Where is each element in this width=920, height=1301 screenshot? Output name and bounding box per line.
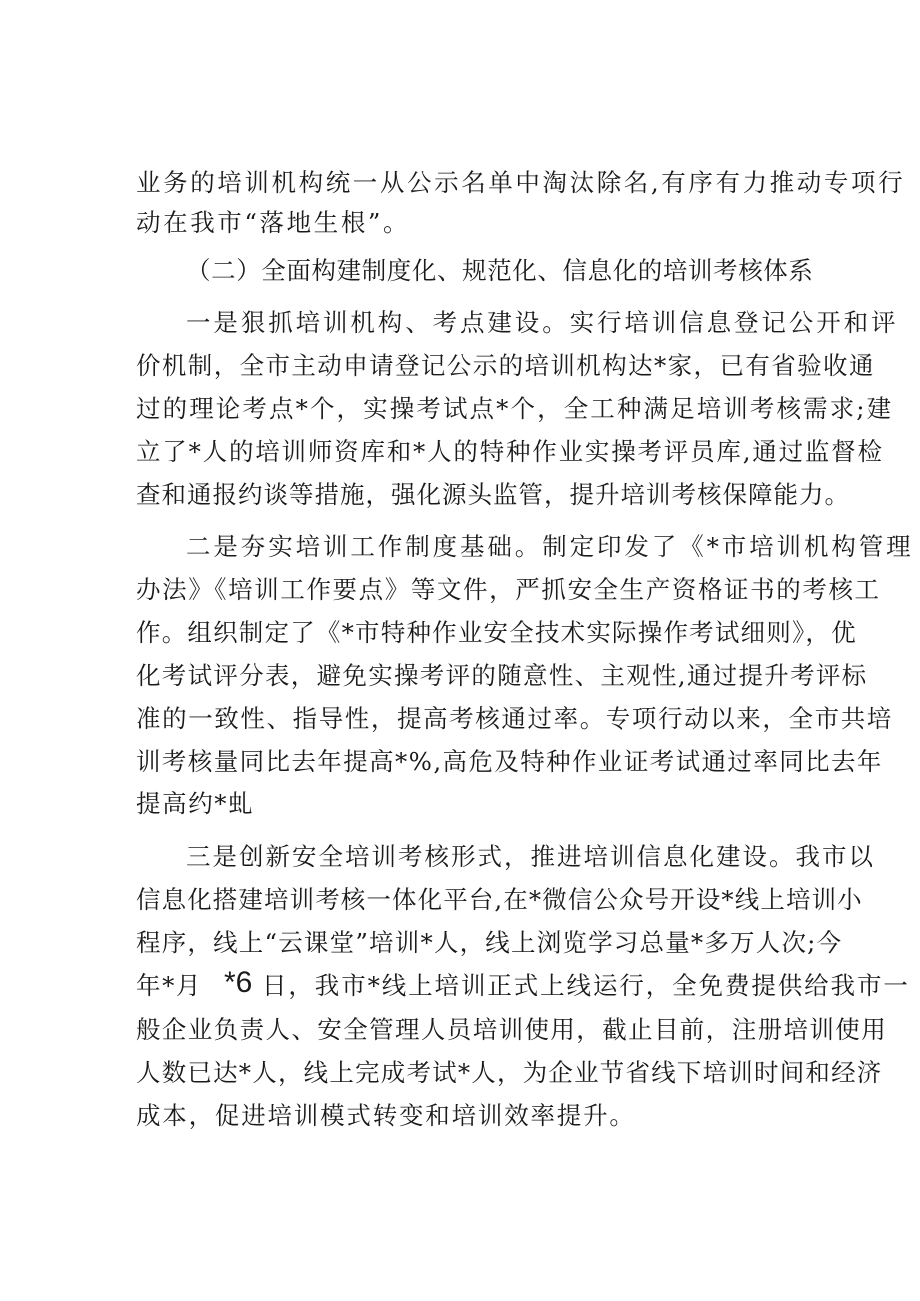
text-line — [0, 1096, 920, 1136]
text-line — [0, 923, 920, 963]
text-segment: 训考核量同比去年提高*%,高危及特种作业证考试通过率同比去年 — [136, 747, 883, 776]
text-segment: 过的理论考点*个，实操考试点*个，全工种满足培训考核需求;建 — [136, 394, 894, 423]
text-line — [0, 475, 920, 515]
text-line — [0, 1010, 920, 1050]
text-line — [0, 203, 920, 243]
text-segment: 作。组织制定了《*市特种作业安全技术实际操作考试细则》，优 — [136, 618, 857, 647]
heading-text: （二）全面构建制度化、规范化、信息化的培训考核体系 — [186, 256, 814, 285]
text-segment: 立了*人的培训师资库和*人的特种作业实操考评员库,通过监督检 — [136, 437, 884, 466]
text-segment: 动在我市“落地生根”。 — [136, 208, 411, 237]
text-line — [0, 389, 920, 429]
text-line — [0, 699, 920, 739]
text-line — [0, 837, 920, 877]
text-segment: 日，我市*线上培训正式上线运行，全免费提供给我市一 — [262, 971, 910, 1000]
text-segment: 成本，促进培训模式转变和培训效率提升。 — [136, 1101, 636, 1130]
text-line — [0, 880, 920, 920]
text-segment: 办法》《培训工作要点》等文件，严抓安全生产资格证书的考核工 — [136, 575, 881, 604]
text-segment: 价机制，全市主动申请登记公示的培训机构达*家，已有省验收通 — [136, 351, 875, 380]
text-segment: 准的一致性、指导性，提高考核通过率。专项行动以来，全市共培 — [136, 704, 893, 733]
text-line — [0, 966, 920, 1006]
text-line — [0, 346, 920, 386]
text-segment-large: *6 — [224, 966, 253, 999]
text-segment: 一是狠抓培训机构、考点建设。实行培训信息登记公开和评 — [186, 308, 899, 337]
text-segment: 般企业负责人、安全管理人员培训使用，截止目前，注册培训使用 — [136, 1015, 888, 1044]
text-line — [0, 527, 920, 567]
text-line — [0, 432, 920, 472]
text-line — [0, 303, 920, 343]
text-segment: 程序，线上“云课堂”培训*人，线上浏览学习总量*多万人次;今 — [136, 928, 843, 957]
text-line — [0, 1053, 920, 1093]
text-segment: 人数已达*人，线上完成考试*人，为企业节省线下培训时间和经济 — [136, 1058, 883, 1087]
text-line — [0, 656, 920, 696]
text-line — [0, 613, 920, 653]
text-line — [0, 742, 920, 782]
text-segment: 二是夯实培训工作制度基础。制定印发了《*市培训机构管理 — [186, 532, 914, 561]
text-segment: 信息化搭建培训考核一体化平台,在*微信公众号开设*线上培训小 — [136, 885, 863, 914]
text-segment: 查和通报约谈等措施，强化源头监管，提升培训考核保障能力。 — [136, 480, 850, 509]
text-line — [0, 570, 920, 610]
section-heading — [0, 251, 920, 291]
text-segment: 年*月 — [136, 971, 203, 1000]
text-segment: 业务的培训机构统一从公示名单中淘汰除名,有序有力推动专项行 — [136, 168, 906, 197]
text-segment: 三是创新安全培训考核形式，推进培训信息化建设。我市以 — [186, 842, 875, 871]
text-line — [0, 163, 920, 203]
text-segment: 提高约*虬 — [136, 789, 255, 818]
text-line — [0, 784, 920, 824]
text-segment: 化考试评分表，避免实操考评的随意性、主观性,通过提升考评标 — [136, 661, 868, 690]
